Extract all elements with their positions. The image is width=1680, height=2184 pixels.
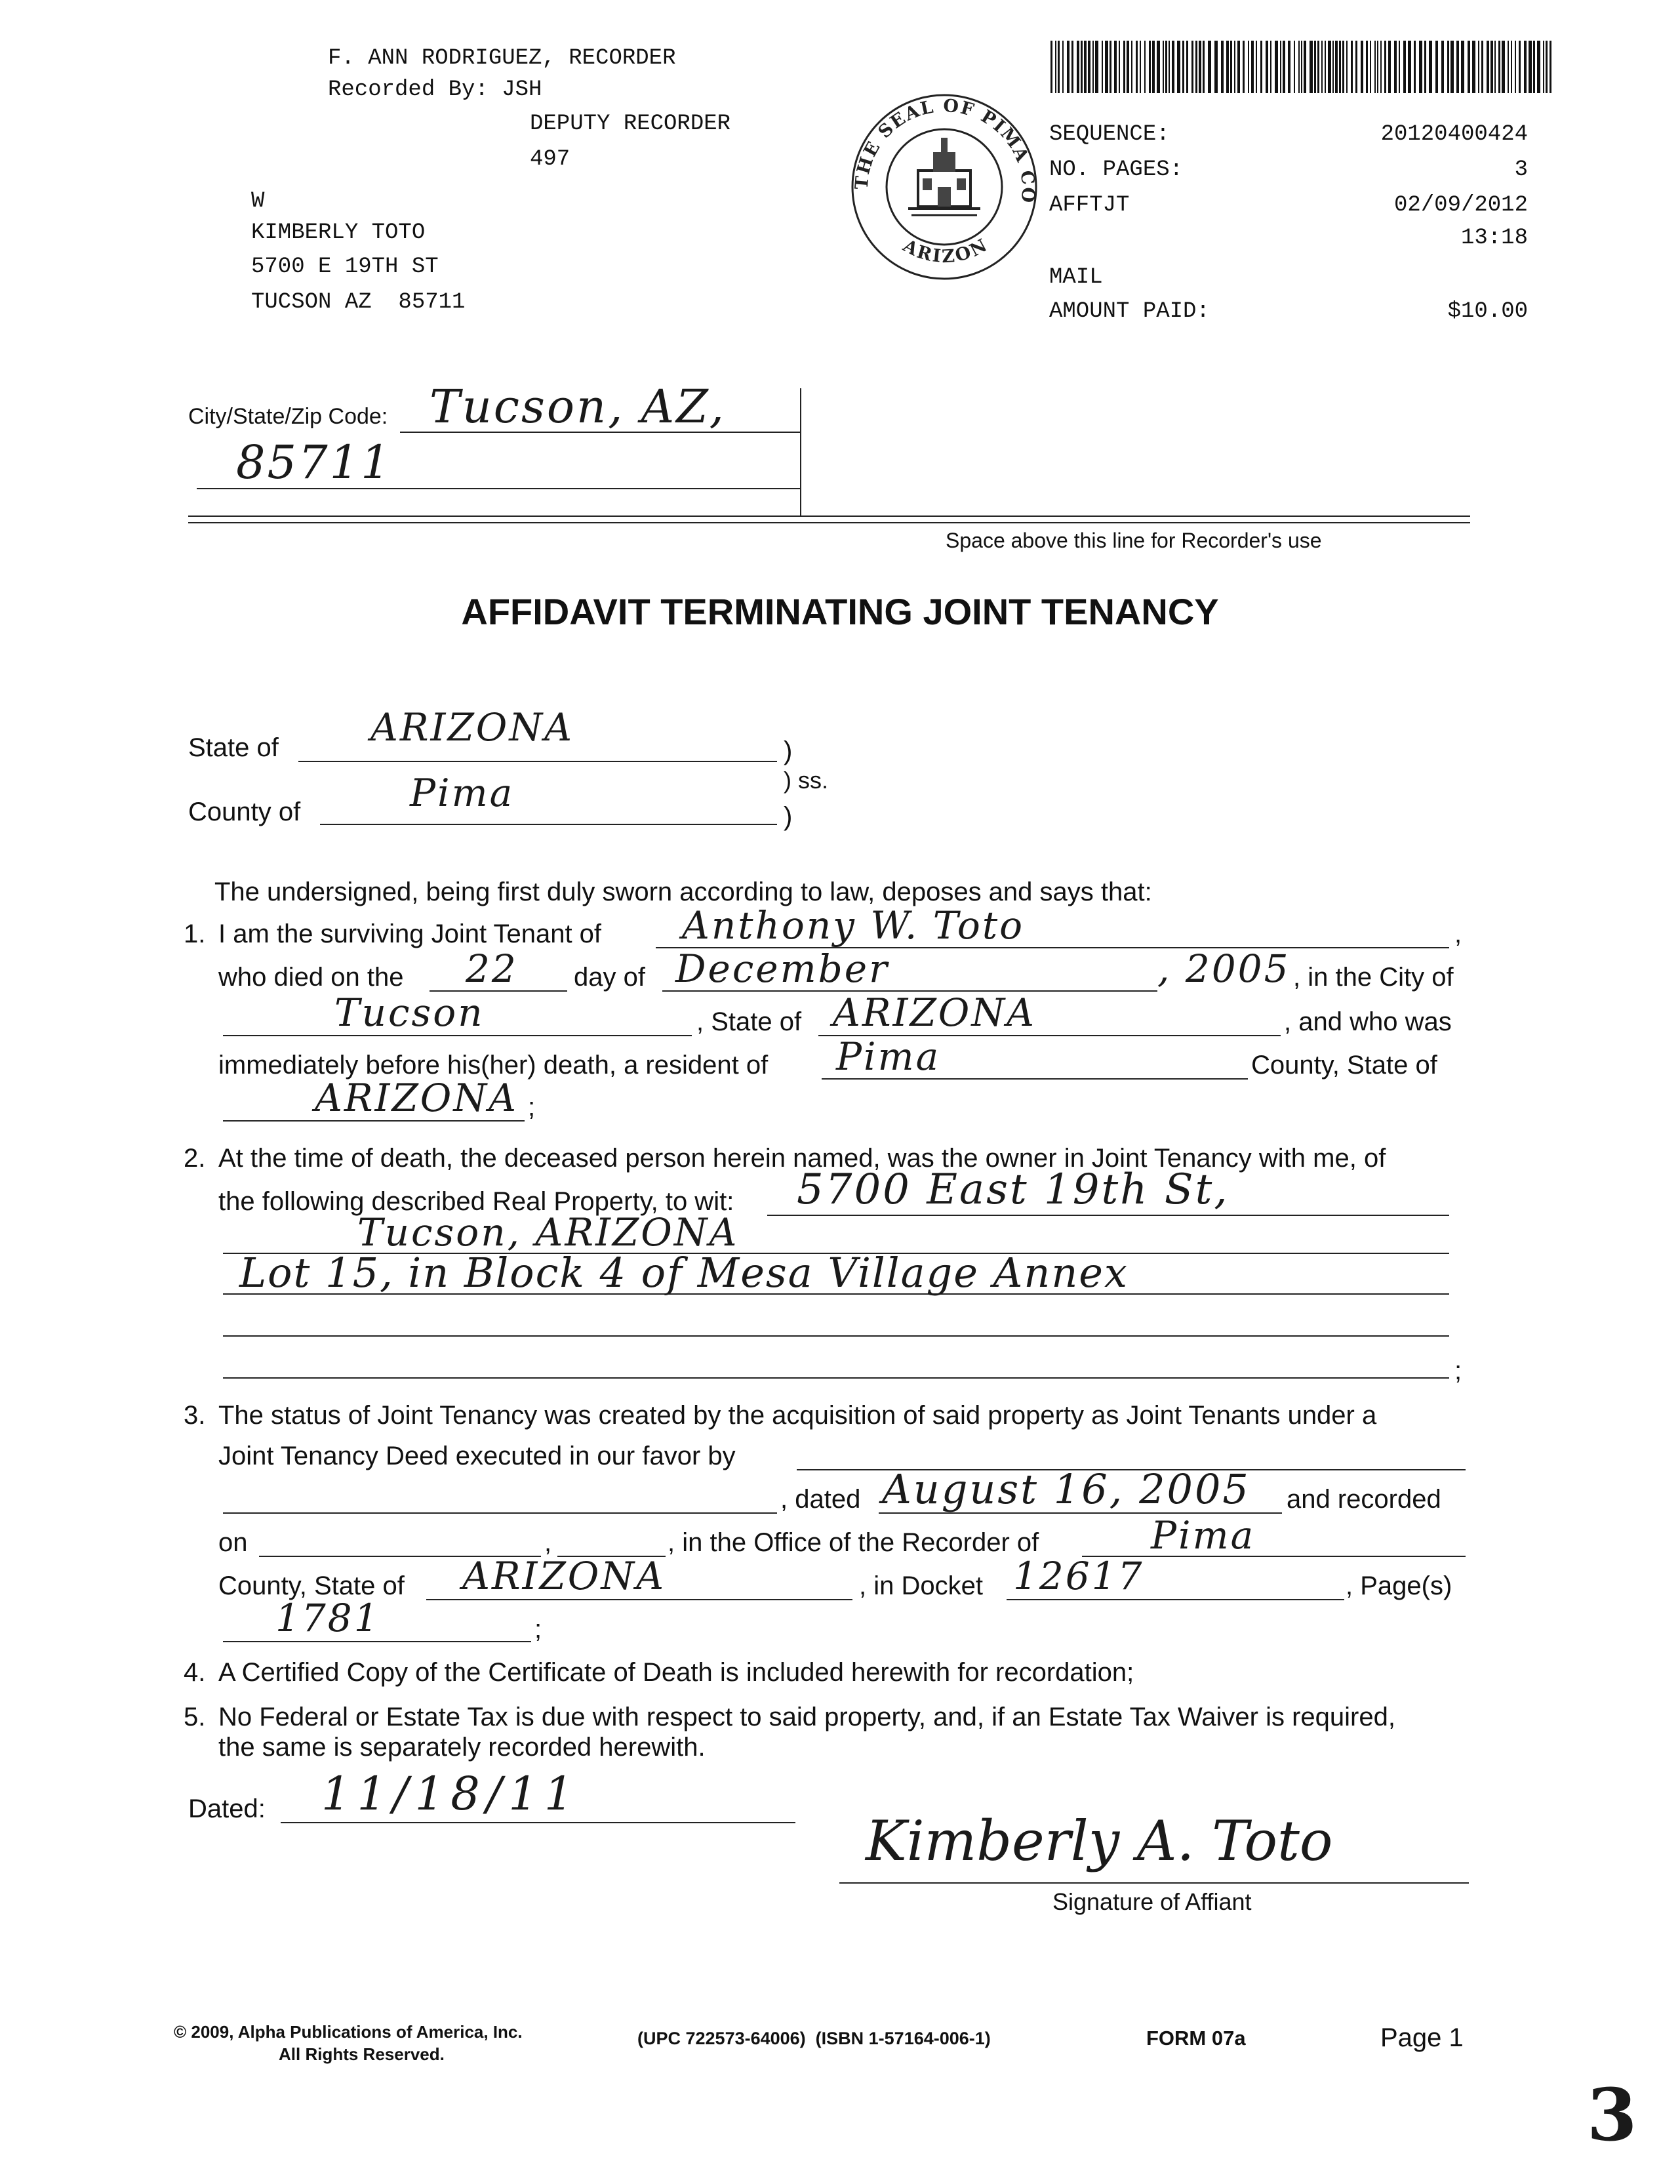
city-state-zip-label: City/State/Zip Code:	[188, 404, 388, 429]
barcode-bar	[1136, 41, 1138, 93]
item3-text-b: Joint Tenancy Deed executed in our favor by	[218, 1442, 736, 1470]
item3-page-line	[223, 1641, 531, 1642]
barcode-bar	[1165, 41, 1167, 93]
item3-end: ;	[534, 1615, 542, 1644]
barcode-bar	[1243, 41, 1245, 93]
hw-signature: Kimberly A. Toto	[866, 1809, 1333, 1873]
barcode-bar	[1127, 41, 1129, 93]
barcode-bar	[1490, 41, 1493, 93]
barcode-bar	[1088, 41, 1090, 93]
item2-addr-line	[767, 1215, 1449, 1216]
barcode-bar	[1288, 41, 1290, 93]
seal-bottom-text: ARIZON	[899, 234, 993, 268]
pages-value: 3	[1514, 157, 1528, 182]
barcode-bar	[1335, 41, 1338, 93]
delivery: MAIL	[1049, 265, 1103, 290]
item2-text-b: the following described Real Property, to wit:	[218, 1187, 734, 1216]
barcode-bar	[1251, 41, 1254, 93]
barcode-bar	[1403, 41, 1406, 93]
barcode-bar	[1199, 41, 1201, 93]
barcode-bar	[1511, 41, 1512, 93]
barcode-bar	[1095, 41, 1098, 93]
item3-docket: , in Docket	[859, 1571, 983, 1600]
hw-page-count: 3	[1587, 2073, 1639, 2157]
barcode-bar	[1519, 41, 1521, 93]
sequence-label: SEQUENCE:	[1049, 122, 1170, 147]
barcode-bar	[1543, 41, 1544, 93]
return-name: KIMBERLY TOTO	[251, 220, 426, 245]
barcode-bar	[1234, 41, 1235, 93]
hw-state-of-death: ARIZONA	[833, 990, 1036, 1035]
intro-text: The undersigned, being first duly sworn according to law, deposes and says that:	[214, 878, 1152, 906]
barcode-bar	[1346, 41, 1348, 93]
county-seal	[849, 92, 1039, 282]
barcode-bar	[1515, 41, 1516, 93]
hw-county: Pima	[410, 771, 515, 815]
barcode-bar	[1208, 41, 1211, 93]
form-number: FORM 07a	[1146, 2027, 1246, 2050]
barcode-bar	[1283, 41, 1285, 93]
barcode-bar	[1339, 41, 1341, 93]
item2-line-3	[223, 1335, 1449, 1337]
box-right	[800, 388, 801, 516]
copyright-line-1: © 2009, Alpha Publications of America, Inc.	[174, 2022, 523, 2042]
item3-county-state: County, State of	[218, 1571, 405, 1600]
barcode-bar	[1366, 41, 1368, 93]
barcode-bar	[1067, 41, 1070, 93]
amount-value: $10.00	[1447, 299, 1528, 324]
pages-label: NO. PAGES:	[1049, 157, 1184, 182]
item1-day-of: day of	[574, 963, 645, 992]
state-paren: )	[784, 737, 793, 765]
barcode-bar	[1102, 41, 1103, 93]
barcode-bar	[1163, 41, 1164, 93]
barcode-bar	[1169, 41, 1170, 93]
barcode-bar	[1314, 41, 1316, 93]
barcode-bar	[1487, 41, 1489, 93]
barcode-bar	[1058, 41, 1060, 93]
item1-county-state: County, State of	[1251, 1051, 1437, 1080]
copyright-line-2: All Rights Reserved.	[279, 2044, 445, 2064]
barcode-bar	[1230, 41, 1232, 93]
barcode-bar	[1478, 41, 1479, 93]
barcode-bar	[1321, 41, 1323, 93]
barcode-bar	[1226, 41, 1229, 93]
item5-line2: the same is separately recorded herewith.	[218, 1733, 706, 1762]
item2-number: 2.	[184, 1144, 206, 1173]
item1-state2-line	[223, 1120, 525, 1122]
barcode-bar	[1394, 41, 1397, 93]
city-line	[400, 432, 800, 433]
hw-legal-description: Lot 15, in Block 4 of Mesa Village Annex	[239, 1249, 1129, 1297]
barcode-bar	[1140, 41, 1141, 93]
barcode-bar	[1172, 41, 1174, 93]
hw-decedent-name: Anthony W. Toto	[682, 903, 1025, 948]
barcode-bar	[1377, 41, 1378, 93]
barcode-bar	[1435, 41, 1438, 93]
county-line	[320, 824, 777, 825]
recorder-line-1	[188, 516, 1470, 517]
barcode-bar	[1203, 41, 1205, 93]
item1-comma: ,	[1454, 920, 1462, 948]
barcode-bar	[1214, 41, 1218, 93]
record-date: 02/09/2012	[1393, 193, 1528, 218]
state-label: State of	[188, 733, 279, 762]
barcode-bar	[1370, 41, 1371, 93]
item3-state-line	[426, 1599, 852, 1600]
barcode-bar	[1429, 41, 1432, 93]
barcode-bar	[1050, 41, 1052, 93]
barcode	[1049, 41, 1554, 93]
barcode-bar	[1294, 41, 1295, 93]
barcode-bar	[1468, 41, 1470, 93]
barcode-bar	[1361, 41, 1363, 93]
county-paren: )	[784, 802, 793, 831]
barcode-bar	[1275, 41, 1278, 93]
doc-type: AFFTJT	[1049, 193, 1130, 218]
barcode-bar	[1374, 41, 1376, 93]
barcode-bar	[1384, 41, 1386, 93]
hw-resident-state: ARIZONA	[315, 1076, 518, 1120]
sequence-value: 20120400424	[1380, 122, 1528, 147]
barcode-bar	[1424, 41, 1426, 93]
barcode-bar	[1355, 41, 1357, 93]
barcode-bar	[1221, 41, 1224, 93]
barcode-bar	[1461, 41, 1464, 93]
item3-and-recorded: and recorded	[1287, 1485, 1441, 1514]
upc-isbn: (UPC 722573-64006) (ISBN 1-57164-006-1)	[637, 2029, 991, 2048]
barcode-bar	[1351, 41, 1353, 93]
barcode-bar	[1062, 41, 1064, 93]
item1-city-line	[223, 1035, 692, 1036]
barcode-bar	[1304, 41, 1306, 93]
item4-text: A Certified Copy of the Certificate of Death is included herewith for recordation;	[218, 1658, 1134, 1687]
barcode-bar	[1441, 41, 1444, 93]
item4-number: 4.	[184, 1658, 206, 1687]
barcode-bar	[1123, 41, 1125, 93]
barcode-bar	[1270, 41, 1271, 93]
signature-line	[839, 1882, 1469, 1884]
barcode-bar	[1248, 41, 1249, 93]
hw-resident-county: Pima	[836, 1034, 941, 1079]
item5-line1: No Federal or Estate Tax is due with respect to said property, and, if an Estate Tax Waiver is required,	[218, 1703, 1395, 1731]
barcode-bar	[1546, 41, 1548, 93]
barcode-bar	[1110, 41, 1111, 93]
barcode-bar	[1533, 41, 1535, 93]
return-street: 5700 E 19TH ST	[251, 254, 439, 279]
item3-comma: ,	[544, 1528, 552, 1557]
barcode-bar	[1399, 41, 1400, 93]
hw-month: December	[675, 946, 889, 991]
item1-state-of: , State of	[696, 1007, 802, 1036]
recorder-name: F. ANN RODRIGUEZ, RECORDER	[328, 46, 676, 71]
barcode-bar	[1325, 41, 1326, 93]
document-title: AFFIDAVIT TERMINATING JOINT TENANCY	[461, 591, 1219, 632]
barcode-bar	[1256, 41, 1257, 93]
barcode-bar	[1260, 41, 1262, 93]
item1-text-b: who died on the	[218, 963, 404, 992]
hw-property-address: 5700 East 19th St,	[797, 1165, 1230, 1214]
barcode-bar	[1550, 41, 1551, 93]
deputy-recorder: DEPUTY RECORDER	[530, 111, 731, 136]
barcode-bar	[1380, 41, 1382, 93]
barcode-bar	[1419, 41, 1422, 93]
barcode-bar	[1456, 41, 1459, 93]
barcode-bar	[1481, 41, 1483, 93]
barcode-bar	[1332, 41, 1334, 93]
barcode-bar	[1119, 41, 1120, 93]
seal-top-text: THE SEAL OF PIMA CO	[851, 95, 1039, 205]
barcode-bar	[1414, 41, 1416, 93]
hw-page: 1781	[275, 1596, 380, 1640]
barcode-bar	[1092, 41, 1094, 93]
item1-in-city: , in the City of	[1293, 963, 1454, 992]
barcode-bar	[1472, 41, 1475, 93]
item3-docket-line	[1007, 1599, 1344, 1600]
item2-line-4	[223, 1377, 1449, 1379]
barcode-bar	[1529, 41, 1532, 93]
barcode-bar	[1084, 41, 1087, 93]
item5-number: 5.	[184, 1703, 206, 1731]
barcode-bar	[1237, 41, 1240, 93]
barcode-bar	[1177, 41, 1180, 93]
hw-city-of-death: Tucson	[334, 990, 485, 1035]
item3-text-a: The status of Joint Tenancy was created by the acquisition of said property as Joint Tenants under a	[218, 1401, 1377, 1430]
barcode-bar	[1186, 41, 1188, 93]
signature-label: Signature of Affiant	[1052, 1888, 1252, 1915]
barcode-bar	[1149, 41, 1151, 93]
barcode-bar	[1408, 41, 1411, 93]
hw-zip: 85711	[236, 435, 392, 489]
recorder-number: 497	[530, 147, 570, 172]
state-line	[298, 761, 777, 762]
hw-dated: 11/18/11	[321, 1767, 580, 1821]
barcode-bar	[1494, 41, 1496, 93]
ss-label: ) ss.	[784, 767, 828, 794]
item1-text-a: I am the surviving Joint Tenant of	[218, 920, 602, 948]
barcode-bar	[1328, 41, 1331, 93]
barcode-bar	[1152, 41, 1155, 93]
barcode-bar	[1144, 41, 1146, 93]
hw-year: , 2005	[1157, 946, 1290, 991]
barcode-bar	[1317, 41, 1319, 93]
barcode-bar	[1301, 41, 1302, 93]
hw-day: 22	[466, 946, 518, 991]
recorded-by: Recorded By: JSH	[328, 77, 542, 102]
item2-text-a: At the time of death, the deceased person herein named, was the owner in Joint Tenancy with me, of	[218, 1144, 1386, 1173]
item1-end: ;	[528, 1093, 536, 1122]
return-code: W	[251, 189, 265, 214]
hw-property-city: Tucson, ARIZONA	[357, 1210, 739, 1255]
barcode-bar	[1182, 41, 1184, 93]
barcode-bar	[1266, 41, 1268, 93]
item3-on: on	[218, 1528, 248, 1557]
amount-label: AMOUNT PAID:	[1049, 299, 1210, 324]
barcode-bar	[1450, 41, 1454, 93]
barcode-bar	[1081, 41, 1083, 93]
barcode-bar	[1157, 41, 1160, 93]
recorder-note: Space above this line for Recorder's use	[946, 529, 1322, 552]
barcode-bar	[1195, 41, 1197, 93]
barcode-bar	[1537, 41, 1540, 93]
hw-deed-date: August 16, 2005	[882, 1465, 1250, 1513]
item1-number: 1.	[184, 920, 206, 948]
barcode-bar	[1498, 41, 1500, 93]
record-time: 13:18	[1460, 226, 1528, 251]
barcode-bar	[1055, 41, 1056, 93]
barcode-bar	[1071, 41, 1073, 93]
barcode-bar	[1298, 41, 1300, 93]
barcode-bar	[1508, 41, 1509, 93]
barcode-bar	[1191, 41, 1193, 93]
item3-dated: , dated	[780, 1485, 861, 1514]
barcode-bar	[1105, 41, 1108, 93]
barcode-bar	[1310, 41, 1313, 93]
barcode-bar	[1524, 41, 1527, 93]
item1-who-was: , and who was	[1284, 1007, 1452, 1036]
hw-state: ARIZONA	[370, 705, 574, 750]
dated-line	[281, 1822, 795, 1823]
item3-pages: , Page(s)	[1346, 1571, 1452, 1600]
item1-before: immediately before his(her) death, a resident of	[218, 1051, 769, 1080]
zip-line	[197, 488, 800, 489]
barcode-bar	[1502, 41, 1505, 93]
barcode-bar	[1280, 41, 1281, 93]
return-city: TUCSON AZ 85711	[251, 290, 466, 315]
page-number: Page 1	[1380, 2023, 1464, 2052]
item3-office: , in the Office of the Recorder of	[668, 1528, 1039, 1557]
barcode-bar	[1131, 41, 1132, 93]
item3-grantor-line-2	[223, 1512, 777, 1514]
barcode-bar	[1342, 41, 1344, 93]
hw-city: Tucson, AZ,	[430, 380, 726, 434]
barcode-bar	[1447, 41, 1449, 93]
hw-deed-state: ARIZONA	[462, 1554, 666, 1598]
county-label: County of	[188, 798, 301, 826]
barcode-bar	[1388, 41, 1391, 93]
dated-label: Dated:	[188, 1794, 266, 1823]
barcode-bar	[1114, 41, 1117, 93]
recorder-line-2	[188, 522, 1470, 523]
item2-end: ;	[1454, 1356, 1462, 1385]
hw-docket: 12617	[1013, 1554, 1144, 1598]
hw-recorder-county: Pima	[1151, 1513, 1256, 1558]
barcode-bar	[1077, 41, 1079, 93]
item3-number: 3.	[184, 1401, 206, 1430]
